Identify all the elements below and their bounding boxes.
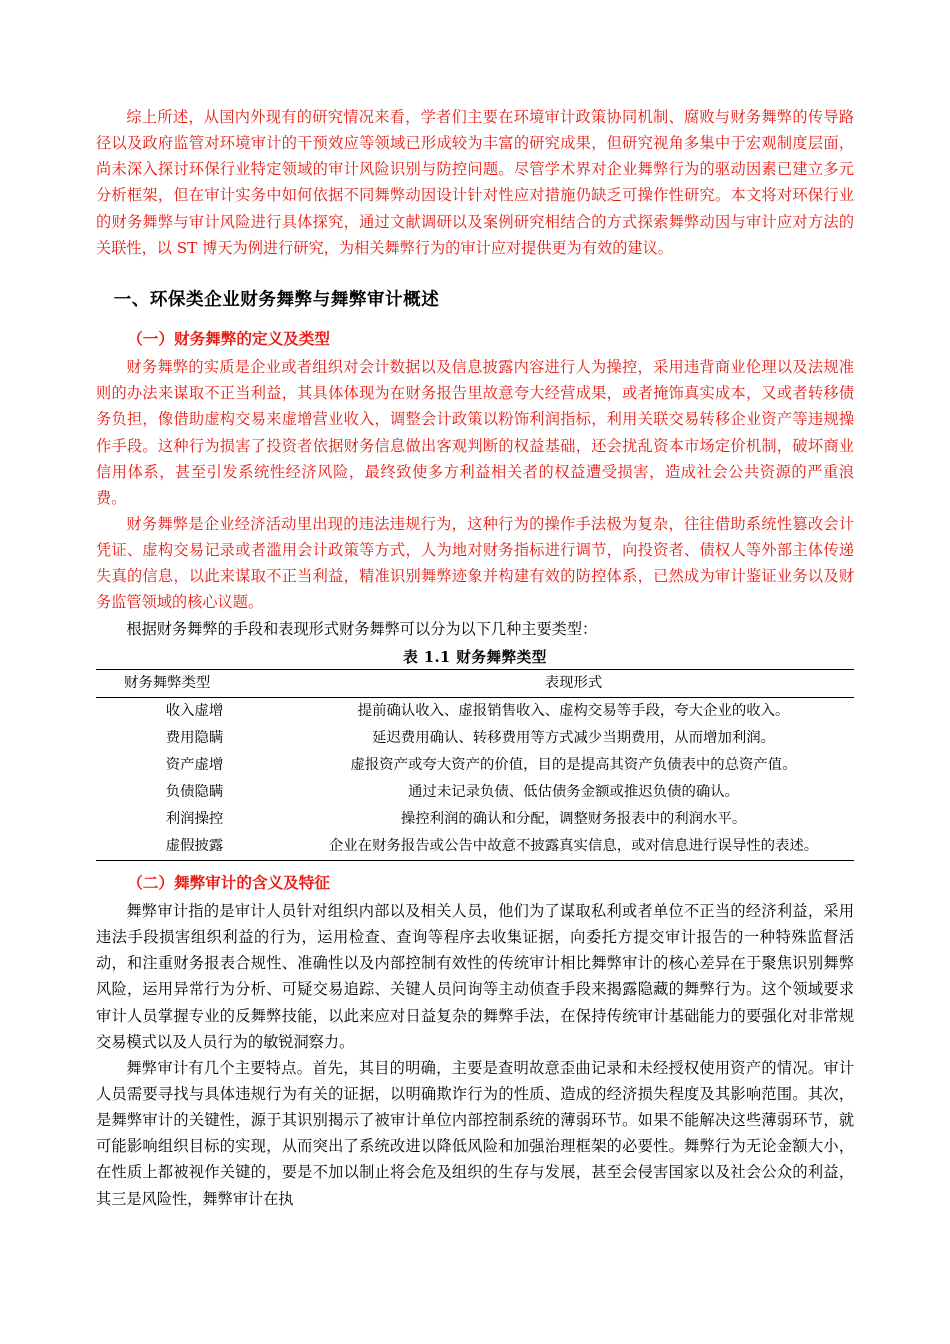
table-row [96, 752, 854, 779]
table-row [96, 697, 854, 725]
table-cell-form: 通过未记录负债、低估债务金额或推迟负债的确认。 [408, 783, 740, 800]
subsection-1-paragraph-1: 财务舞弊的实质是企业或者组织对会计数据以及信息披露内容进行人为操控，采用违背商业伦理以及法规准则的办法来谋取不正当利益，其具体体现为在财务报告里故意夸大经营成果，或者掩饰真实成本，又或者转移债务负担，像借助虚构交易来虚增营业收入，调整会计政策以粉饰利润指标，利用关联交易转移企业资产等违规操作手段。这种行为损害了投资者依据财务信息做出客观判断的权益基础，还会扰乱资本市场定价机制，破坏商业信用体系，甚至引发系统性经济风险，最终致使多方利益相关者的权益遭受损害，造成社会公共资源的严重浪费。 [96, 358, 854, 507]
subsection-1-paragraph-3: 根据财务舞弊的手段和表现形式财务舞弊可以分为以下几种主要类型： [126, 619, 598, 638]
table-cell-type: 利润操控 [165, 810, 224, 827]
table-cell-form: 虚报资产或夸大资产的价值，目的是提高其资产负债表中的总资产值。 [350, 756, 797, 773]
subsection-2-paragraph-1: 舞弊审计指的是审计人员针对组织内部以及相关人员，他们为了谋取私利或者单位不正当的经济利益，采用违法手段损害组织利益的行为，运用检查、查询等程序去收集证据，向委托方提交审计报告的一种特殊监督活动，和注重财务报表合规性、准确性以及内部控制有效性的传统审计相比舞弊审计的核心差异在于聚焦识别舞弊风险，运用异常行为分析、可疑交易追踪、关键人员问询等主动侦查手段来揭露隐藏的舞弊行为。这个领域要求审计人员掌握专业的反舞弊技能，以此来应对日益复杂的舞弊手法，在保持传统审计基础能力的要强化对非常规交易模式以及人员行为的敏锐洞察力。 [96, 901, 854, 1051]
table-cell-form: 提前确认收入、虚报销售收入、虚构交易等手段，夸大企业的收入。 [357, 702, 790, 719]
table-cell-form: 操控利润的确认和分配，调整财务报表中的利润水平。 [400, 810, 747, 827]
subsection-1-heading: （一）财务舞弊的定义及类型 [127, 329, 330, 349]
table-header-cell-type: 财务舞弊类型 [96, 669, 293, 697]
subsection-1-paragraph-2: 财务舞弊是企业经济活动里出现的违法违规行为，这种行为的操作手法极为复杂，往往借助系统性篡改会计凭证、虚构交易记录或者滥用会计政策等方式，人为地对财务指标进行调节，向投资者、债权人等外部主体传递失真的信息，以此来谋取不正当利益，精准识别舞弊迹象并构建有效的防控体系，已然成为审计鉴证业务以及财务监管领域的核心议题。 [96, 515, 854, 612]
table-header-row [96, 669, 854, 697]
table-row [96, 833, 854, 861]
table-cell-form: 企业在财务报告或公告中故意不披露真实信息，或对信息进行误导性的表述。 [293, 833, 854, 861]
table-row [96, 725, 854, 752]
table-cell-type: 费用隐瞒 [165, 729, 224, 746]
table-cell-form: 延迟费用确认、转移费用等方式减少当期费用，从而增加利润。 [372, 729, 776, 746]
table-cell-type: 资产虚增 [165, 756, 224, 773]
table-header-cell-form: 表现形式 [293, 669, 854, 697]
section-heading: 一、环保类企业财务舞弊与舞弊审计概述 [113, 288, 440, 310]
table-caption: 表 1.1 财务舞弊类型 [403, 648, 547, 666]
table-cell-type: 虚假披露 [96, 833, 293, 861]
intro-paragraph: 综上所述，从国内外现有的研究情况来看，学者们主要在环境审计政策协同机制、腐败与财务舞弊的传导路径以及政府监管对环境审计的干预效应等领域已形成较为丰富的研究成果，但研究视角多集中于宏观制度层面，尚未深入探讨环保行业特定领域的审计风险识别与防控问题。尽管学术界对企业舞弊行为的驱动因素已建立多元分析框架，但在审计实务中如何依据不同舞弊动因设计针对性应对措施仍缺乏可操作性研究。本文将对环保行业的财务舞弊与审计风险进行具体探究，通过文献调研以及案例研究相结合的方式探索舞弊动因与审计应对方法的关联性，以 ST 博天为例进行研究，为相关舞弊行为的审计应对提供更为有效的建议。 [96, 108, 854, 257]
table-cell-type: 负债隐瞒 [165, 783, 224, 800]
subsection-2-heading: （二）舞弊审计的含义及特征 [127, 873, 330, 893]
subsection-2-paragraph-2: 舞弊审计有几个主要特点。首先，其目的明确，主要是查明故意歪曲记录和未经授权使用资产的情况。审计人员需要寻找与具体违规行为有关的证据，以明确欺诈行为的性质、造成的经济损失程度及其影响范围。其次，是舞弊审计的关键性，源于其识别揭示了被审计单位内部控制系统的薄弱环节。如果不能解决这些薄弱环节，就可能影响组织目标的实现，从而突出了系统改进以降低风险和加强治理框架的必要性。舞弊行为无论金额大小，在性质上都被视作关键的，要是不加以制止将会危及组织的生存与发展，甚至会侵害国家以及社会公众的利益，其三是风险性，舞弊审计在执 [96, 1058, 854, 1208]
table-row [96, 806, 854, 833]
table-cell-type: 收入虚增 [165, 702, 224, 719]
fraud-type-table [96, 669, 854, 861]
table-row [96, 779, 854, 806]
